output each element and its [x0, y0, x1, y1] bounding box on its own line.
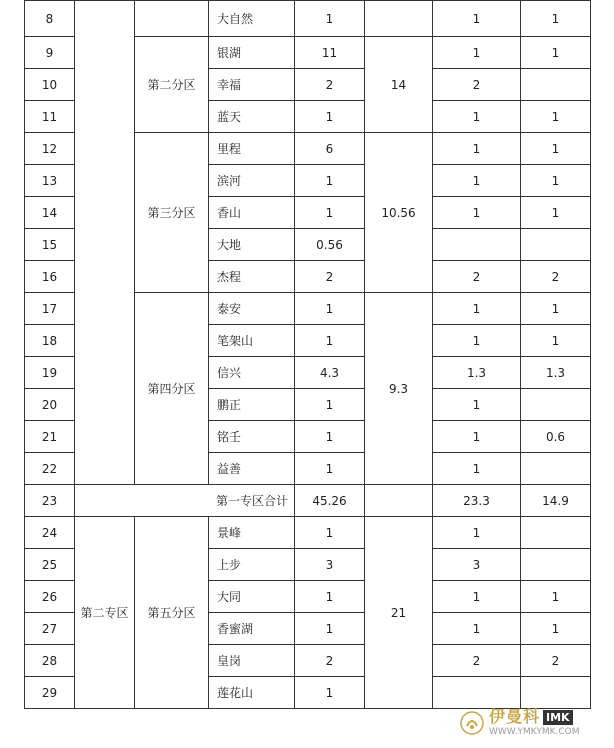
watermark-brand — [489, 709, 580, 725]
unit-name: 银湖 — [209, 37, 295, 69]
row-number: 20 — [25, 389, 75, 421]
total-area-value: 45.26 — [295, 485, 365, 517]
col7-value: 1 — [521, 197, 591, 229]
row-number: 26 — [25, 581, 75, 613]
col6-value: 1 — [433, 37, 521, 69]
col7-value: 1 — [521, 325, 591, 357]
area-value: 1 — [295, 165, 365, 197]
district-cell-d1 — [135, 1, 209, 37]
watermark-text-block — [489, 709, 580, 737]
area-value: 1 — [295, 101, 365, 133]
unit-name: 杰程 — [209, 261, 295, 293]
unit-name: 大同 — [209, 581, 295, 613]
row-number: 29 — [25, 677, 75, 709]
col6-value: 1 — [433, 453, 521, 485]
row-number: 27 — [25, 613, 75, 645]
district-subtotal: 9.3 — [365, 293, 433, 485]
row-number: 8 — [25, 1, 75, 37]
area-value: 1 — [295, 325, 365, 357]
col7-value: 1 — [521, 165, 591, 197]
col6-value: 1 — [433, 421, 521, 453]
unit-name: 益善 — [209, 453, 295, 485]
col6-value: 1.3 — [433, 357, 521, 389]
col6-value: 1 — [433, 293, 521, 325]
unit-name: 泰安 — [209, 293, 295, 325]
area-value: 1 — [295, 677, 365, 709]
area-value: 2 — [295, 69, 365, 101]
zone-cell-zone1 — [75, 1, 135, 485]
area-value: 1 — [295, 517, 365, 549]
row-number: 17 — [25, 293, 75, 325]
unit-name: 笔架山 — [209, 325, 295, 357]
col6-value: 3 — [433, 549, 521, 581]
col7-value: 1 — [521, 101, 591, 133]
row-number: 25 — [25, 549, 75, 581]
area-value: 1 — [295, 613, 365, 645]
area-value: 4.3 — [295, 357, 365, 389]
total-label: 第一专区合计 — [75, 485, 295, 517]
unit-name: 香蜜湖 — [209, 613, 295, 645]
row-number: 9 — [25, 37, 75, 69]
area-value: 1 — [295, 421, 365, 453]
unit-name: 香山 — [209, 197, 295, 229]
unit-name: 皇岗 — [209, 645, 295, 677]
unit-name: 鹏正 — [209, 389, 295, 421]
col7-value — [521, 549, 591, 581]
col6-value: 1 — [433, 613, 521, 645]
area-value: 6 — [295, 133, 365, 165]
unit-name: 里程 — [209, 133, 295, 165]
unit-name: 大自然 — [209, 1, 295, 37]
unit-name: 景峰 — [209, 517, 295, 549]
total-col7-value: 14.9 — [521, 485, 591, 517]
col6-value: 1 — [433, 165, 521, 197]
row-number: 12 — [25, 133, 75, 165]
area-value: 1 — [295, 1, 365, 37]
unit-name: 铭壬 — [209, 421, 295, 453]
area-value: 3 — [295, 549, 365, 581]
col6-value: 1 — [433, 1, 521, 37]
unit-name: 莲花山 — [209, 677, 295, 709]
col7-value: 1 — [521, 581, 591, 613]
col6-value: 1 — [433, 101, 521, 133]
area-value: 1 — [295, 197, 365, 229]
row-number: 19 — [25, 357, 75, 389]
col6-value: 1 — [433, 389, 521, 421]
area-value: 11 — [295, 37, 365, 69]
col6-value: 1 — [433, 581, 521, 613]
col6-value: 1 — [433, 197, 521, 229]
total-subtotal — [365, 485, 433, 517]
col7-value: 1 — [521, 293, 591, 325]
area-value: 2 — [295, 261, 365, 293]
watermark-brand-text: 伊曼科 — [489, 707, 541, 726]
data-table — [24, 0, 591, 709]
table-row — [25, 1, 591, 37]
row-number: 24 — [25, 517, 75, 549]
watermark-url: WWW.YMKYMK.COM — [489, 727, 580, 737]
col7-value — [521, 389, 591, 421]
col7-value: 2 — [521, 261, 591, 293]
row-number: 18 — [25, 325, 75, 357]
col6-value: 1 — [433, 133, 521, 165]
watermark-logo-icon — [459, 710, 485, 736]
row-number: 22 — [25, 453, 75, 485]
col7-value: 2 — [521, 645, 591, 677]
district-subtotal-d1 — [365, 1, 433, 37]
col7-value: 1 — [521, 37, 591, 69]
total-row — [25, 485, 591, 517]
col6-value: 1 — [433, 517, 521, 549]
district-subtotal: 21 — [365, 517, 433, 709]
district-subtotal: 14 — [365, 37, 433, 133]
col7-value: 0.6 — [521, 421, 591, 453]
row-number: 16 — [25, 261, 75, 293]
area-value: 1 — [295, 293, 365, 325]
col7-value — [521, 453, 591, 485]
area-value: 2 — [295, 645, 365, 677]
row-number: 14 — [25, 197, 75, 229]
col7-value — [521, 229, 591, 261]
area-value: 1 — [295, 389, 365, 421]
row-number: 28 — [25, 645, 75, 677]
row-number: 23 — [25, 485, 75, 517]
col6-value — [433, 229, 521, 261]
area-value: 1 — [295, 453, 365, 485]
col7-value: 1 — [521, 133, 591, 165]
unit-name: 滨河 — [209, 165, 295, 197]
zone-label: 第二专区 — [75, 517, 135, 709]
col6-value: 2 — [433, 645, 521, 677]
row-number: 10 — [25, 69, 75, 101]
district-label: 第二分区 — [135, 37, 209, 133]
district-label: 第四分区 — [135, 293, 209, 485]
area-value: 0.56 — [295, 229, 365, 261]
unit-name: 蓝天 — [209, 101, 295, 133]
col7-value — [521, 69, 591, 101]
unit-name: 信兴 — [209, 357, 295, 389]
col7-value: 1.3 — [521, 357, 591, 389]
col6-value: 1 — [433, 325, 521, 357]
row-number: 15 — [25, 229, 75, 261]
area-value: 1 — [295, 581, 365, 613]
col7-value: 1 — [521, 1, 591, 37]
district-subtotal: 10.56 — [365, 133, 433, 293]
col7-value: 1 — [521, 613, 591, 645]
district-label: 第五分区 — [135, 517, 209, 709]
row-number: 11 — [25, 101, 75, 133]
table-row — [25, 517, 591, 549]
watermark-badge: IMK — [543, 710, 573, 725]
col6-value: 2 — [433, 261, 521, 293]
row-number: 21 — [25, 421, 75, 453]
col7-value — [521, 517, 591, 549]
unit-name: 幸福 — [209, 69, 295, 101]
unit-name: 大地 — [209, 229, 295, 261]
district-label: 第三分区 — [135, 133, 209, 293]
col6-value: 2 — [433, 69, 521, 101]
unit-name: 上步 — [209, 549, 295, 581]
row-number: 13 — [25, 165, 75, 197]
watermark — [459, 703, 609, 743]
total-col6-value: 23.3 — [433, 485, 521, 517]
